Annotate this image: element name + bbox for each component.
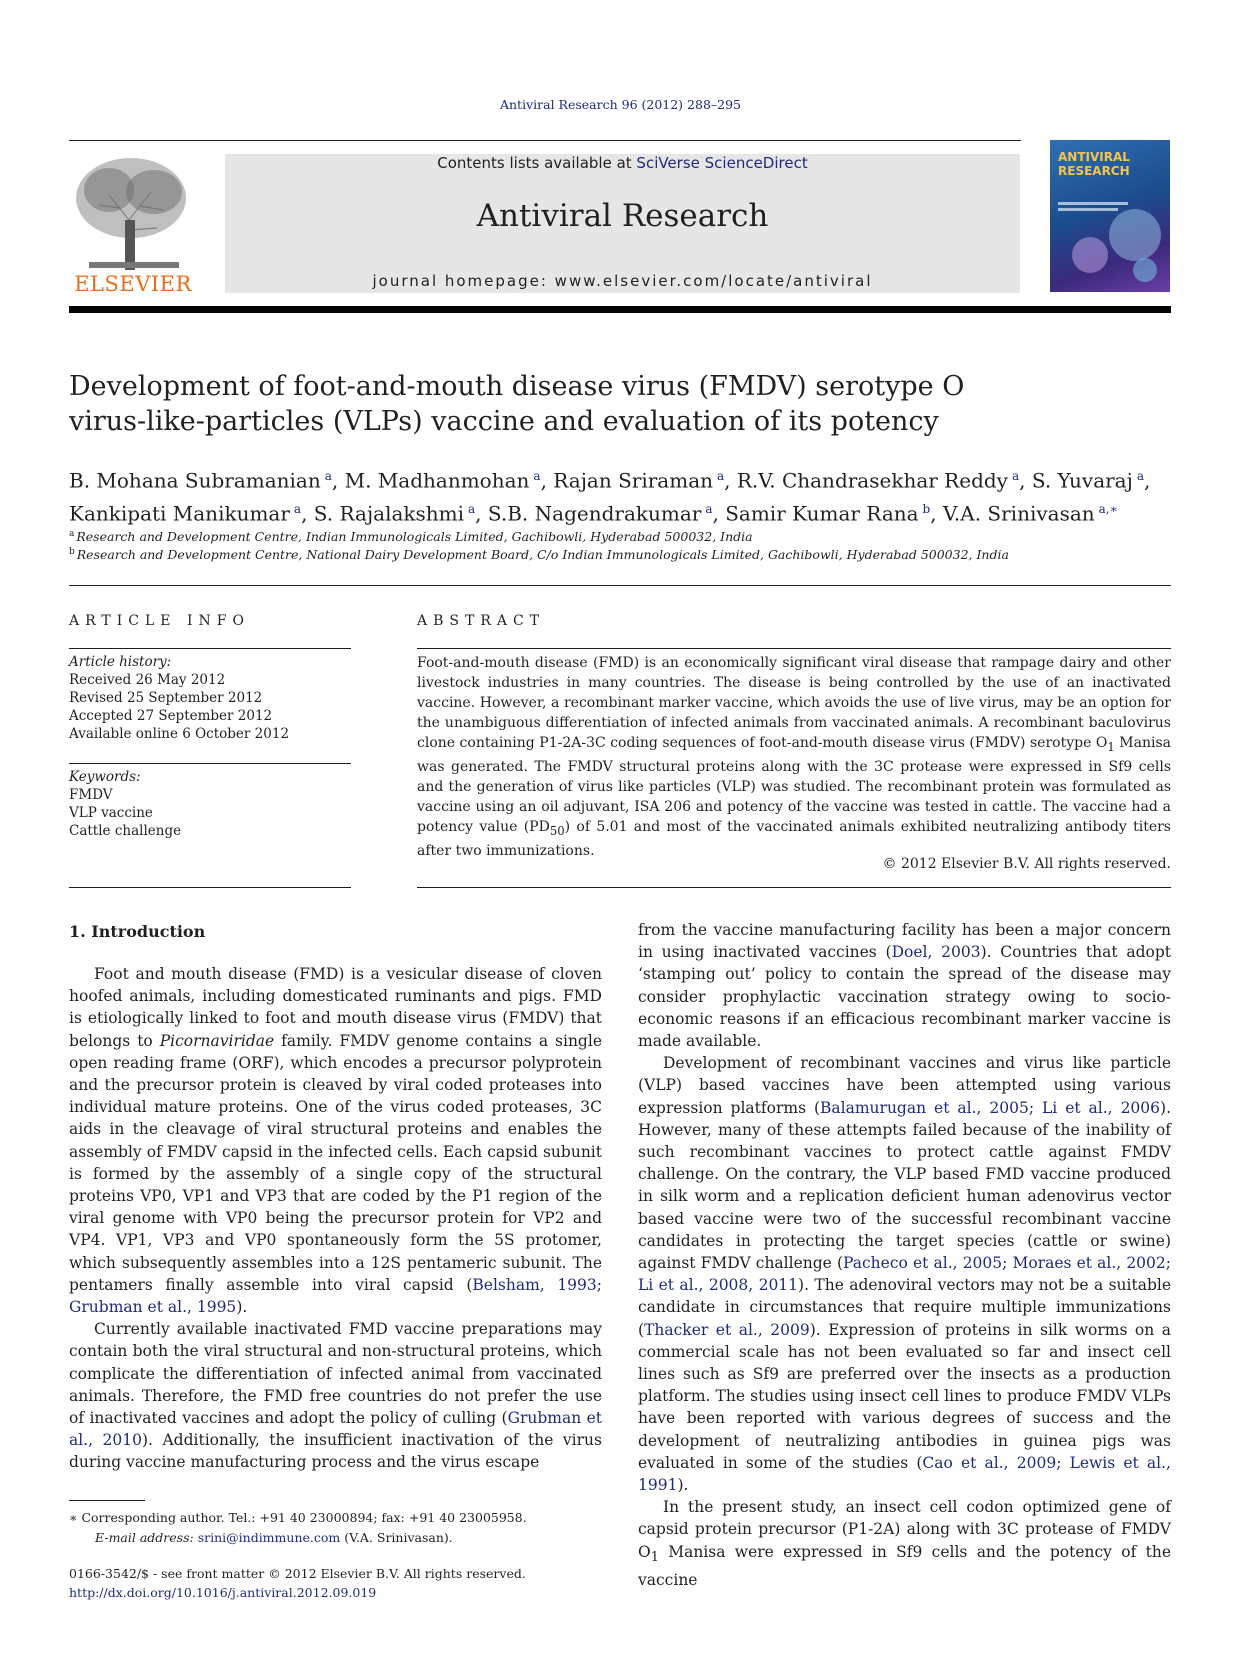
divider-rule: [69, 763, 351, 764]
journal-name: Antiviral Research: [476, 198, 769, 234]
author-list: B. Mohana Subramanian $^a$, M. Madhanmohan $^a$, Rajan Sriraman $^a$, R.V. Chandrasekhar Reddy $^a$, S. Yuvaraj $^a$, Kankipati Manikumar $^a$, S. Rajalakshmi $^a$, S.B. Nagendrakumar $^a$, Samir Kumar Rana $^b$, V.A. Srinivasan $^{a,∗}$: [69, 468, 1151, 526]
affiliation-mark[interactable]: a,∗: [1098, 501, 1118, 516]
corresponding-author: ∗ Corresponding author. Tel.: +91 40 23000894; fax: +91 40 23005958.: [69, 1510, 527, 1525]
section-heading: 1. Introduction: [69, 922, 206, 941]
text: In the present study, an insect cell codon optimized gene of capsid protein precursor (P1-2A) along with 3C protease of FMDV O: [638, 1498, 1171, 1561]
body-column-left: [69, 963, 602, 1474]
author: B. Mohana Subramanian: [69, 468, 321, 493]
author: Rajan Sriraman: [553, 468, 713, 493]
text: ).: [677, 1476, 689, 1495]
article-info-heading: ARTICLE INFO: [69, 613, 250, 629]
article-title: [69, 369, 1171, 439]
citation-link[interactable]: Balamurugan et al., 2005; Li et al., 2006: [820, 1098, 1161, 1117]
italic-text: Picornaviridae: [159, 1031, 275, 1050]
elsevier-wordmark: ELSEVIER: [74, 272, 192, 296]
body-column-right: [638, 919, 1171, 1591]
abstract-heading: ABSTRACT: [417, 613, 546, 629]
keywords: [69, 768, 351, 840]
text: ). Countries that adopt ‘stamping out’ policy to contain the spread of the disease may consider prophylactic vaccination strategy owing to socio-economic reasons if an efficacious recombinant marker vaccine is made available.: [638, 943, 1171, 1051]
text: ). However, many of these attempts failed because of the inability of such recombinant vaccines to protect cattle against FMDV challenge. On the contrary, the VLP based FMD vaccine produced in silk worm and a replication deficient human adenovirus vector based vaccine were two of the successful recombinant vaccine candidates in protecting the target species (cattle or swine) against FMDV challenge (: [638, 1098, 1171, 1273]
email-label: E-mail address:: [95, 1530, 198, 1545]
article-title-line-2: virus-like-particles (VLPs) vaccine and evaluation of its potency: [69, 406, 939, 437]
affiliation-mark[interactable]: a: [324, 469, 332, 483]
author: S.B. Nagendrakumar: [487, 501, 702, 526]
text: family. FMDV genome contains a single open reading frame (ORF), which encodes a precursor polyprotein and the precursor protein is cleaved by viral coded proteases into individual mature proteins. One of the virus coded proteases, 3C aids in the cleavage of viral structural proteins and enables the assembly of FMDV capsid in the infected cells. Each capsid subunit is formed by the assembly of a single copy of the structural proteins VP0, VP1 and VP3 that are coded by the P1 region of the viral genome with VP0 being the precursor protein for VP2 and VP4. VP1, VP3 and VP0 spontaneously form the 5S protomer, which subsequently assembles into a 12S pentameric subunit. The pentamers finally assemble into viral capsid (: [69, 1031, 602, 1294]
keyword: VLP vaccine: [69, 805, 153, 821]
affiliation-mark[interactable]: a: [1136, 469, 1144, 483]
text: Development of recombinant vaccines and virus like particle (VLP) based vaccines have been attempted using various expression platforms (: [638, 1054, 1171, 1117]
corresponding-author-footnote: [69, 1508, 602, 1548]
history-label: Article history:: [69, 654, 172, 670]
citation-link[interactable]: Pacheco et al., 2005; Moraes et al., 2002; Li et al., 2008, 2011: [638, 1254, 1171, 1295]
article-title-line-1: Development of foot-and-mouth disease virus (FMDV) serotype O: [69, 371, 965, 402]
contents-available-line: [225, 154, 1020, 172]
affiliation-label: a: [69, 529, 75, 539]
online-date: Available online 6 October 2012: [69, 726, 290, 742]
footnote-rule: [69, 1500, 145, 1501]
citation-link[interactable]: Doel, 2003: [891, 943, 981, 962]
divider-rule: [417, 648, 1171, 649]
issn-line: 0166-3542/$ - see front matter © 2012 Elsevier B.V. All rights reserved.: [69, 1566, 526, 1581]
cover-title: ANTIVIRAL RESEARCH: [1058, 150, 1130, 178]
text: Foot and mouth disease (FMD) is a vesicular disease of cloven hoofed animals, including domesticated ruminants and pigs. FMD is etiologically linked to foot and mouth disease virus (FMDV) that belongs to: [69, 965, 602, 1050]
text: ). The adenoviral vectors may not be a suitable candidate in circumstances that require multiple immunizations (: [638, 1276, 1171, 1339]
abstract-text: [417, 653, 1171, 861]
affiliation-b: [69, 547, 1171, 562]
affiliation-text: Research and Development Centre, National Dairy Development Board, C/o Indian Immunologicals Limited, Gachibowli, Hyderabad 500032, India: [76, 547, 1009, 563]
citation-link[interactable]: Belsham, 1993; Grubman et al., 1995: [69, 1275, 602, 1317]
paragraph: [69, 963, 602, 1318]
divider-rule: [69, 585, 1171, 586]
affiliation-label: b: [69, 547, 75, 557]
received-date: Received 26 May 2012: [69, 672, 226, 688]
text: ). Expression of proteins in silk worms on a commercial scale has not been evaluated so far and insect cell lines such as Sf9 are preferred over the insects as a production platform. The studies using insect cell lines to produce FMDV VLPs have been reported with various degrees of success and the development of neutralizing antibodies in guinea pigs was evaluated in some of the studies (: [638, 1320, 1172, 1472]
subscript: 1: [650, 1549, 659, 1565]
email-suffix: (V.A. Srinivasan).: [340, 1530, 453, 1545]
email-line: [69, 1528, 602, 1548]
affiliation-mark[interactable]: a: [717, 469, 725, 483]
author: Samir Kumar Rana: [725, 501, 919, 526]
sciencedirect-link[interactable]: SciVerse ScienceDirect: [636, 154, 808, 172]
subscript: 50: [549, 823, 565, 838]
divider-rule: [417, 887, 1171, 888]
text: Manisa were expressed in Sf9 cells and the potency of the vaccine: [638, 1542, 1171, 1589]
front-matter: [69, 1564, 669, 1602]
email-link[interactable]: srini@indimmune.com: [197, 1530, 341, 1545]
abstract-part: ) of 5.01 and most of the vaccinated animals exhibited neutralizing antibody titers after two immunizations.: [417, 818, 1171, 859]
subscript: 1: [1107, 739, 1115, 754]
citation-link[interactable]: Thacker et al., 2009: [644, 1320, 810, 1339]
journal-homepage-link[interactable]: journal homepage: www.elsevier.com/locate/antiviral: [372, 272, 873, 290]
affiliation-mark[interactable]: a: [705, 501, 713, 516]
affiliation-mark[interactable]: a: [468, 501, 476, 516]
affiliation-mark[interactable]: a: [293, 501, 302, 516]
copyright-notice: © 2012 Elsevier B.V. All rights reserved.: [882, 856, 1171, 872]
article-history: [69, 653, 351, 743]
paragraph: [638, 1052, 1171, 1496]
header-thick-rule: [69, 306, 1171, 313]
affiliation-mark[interactable]: a: [1011, 469, 1020, 483]
doi-link[interactable]: http://dx.doi.org/10.1016/j.antiviral.2012.09.019: [69, 1585, 377, 1600]
text: ).: [236, 1298, 248, 1317]
keyword: Cattle challenge: [69, 823, 182, 839]
abstract-part: Manisa was generated. The FMDV structural proteins along with the 3C protease were expressed in Sf9 cells and the generation of virus like particles (VLP) was studied. The recombinant protein was formulated as vaccine using an oil adjuvant, ISA 206 and potency of the vaccine was tested in cattle. The vaccine had a potency value (PD: [417, 735, 1171, 835]
paragraph: [638, 1496, 1171, 1591]
author: S. Rajalakshmi: [313, 501, 465, 526]
revised-date: Revised 25 September 2012: [69, 690, 263, 706]
affiliation-mark[interactable]: a: [533, 469, 541, 483]
paragraph: [638, 919, 1171, 1052]
affiliation-text: Research and Development Centre, Indian Immunologicals Limited, Gachibowli, Hyderabad 500032, India: [76, 529, 753, 545]
keywords-label: Keywords:: [69, 769, 141, 785]
author: R.V. Chandrasekhar Reddy: [736, 468, 1008, 493]
keyword: FMDV: [69, 787, 113, 803]
accepted-date: Accepted 27 September 2012: [69, 708, 273, 724]
text: Currently available inactivated FMD vaccine preparations may contain both the viral structural and non-structural proteins, which complicate the differentiation of infected animal from vaccinated animals. Therefore, the FMD free countries do not prefer the use of inactivated vaccines and adopt the policy of culling (: [69, 1320, 602, 1428]
affiliation-a: [69, 529, 1171, 544]
author: V.A. Srinivasan: [942, 501, 1095, 526]
contents-prefix: Contents lists available at: [437, 154, 637, 172]
journal-reference[interactable]: Antiviral Research 96 (2012) 288–295: [499, 97, 741, 112]
citation-link[interactable]: Grubman et al., 2010: [69, 1409, 603, 1450]
text: ). Additionally, the insufficient inactivation of the virus during vaccine manufacturing process and the virus escape: [69, 1431, 602, 1472]
header-rule: [69, 140, 1021, 141]
author: S. Yuvaraj: [1031, 468, 1133, 493]
abstract-part: Foot-and-mouth disease (FMD) is an economically significant viral disease that rampage dairy and other livestock industries in many countries. The disease is being controlled by the use of an inactivated vaccine. However, a recombinant marker vaccine, which avoids the use of live virus, may be an option for the unambiguous differentiation of infected animals from vaccinated animals. A recombinant baculovirus clone containing P1-2A-3C coding sequences of foot-and-mouth disease virus (FMDV) serotype O: [417, 655, 1171, 751]
author: Kankipati Manikumar: [69, 501, 290, 526]
text: from the vaccine manufacturing facility has been a major concern in using inactivated vaccines (: [638, 921, 1171, 962]
divider-rule: [69, 887, 351, 888]
author: M. Madhanmohan: [344, 468, 530, 493]
divider-rule: [69, 648, 351, 649]
affiliation-mark[interactable]: b: [922, 501, 931, 516]
paragraph: [69, 1318, 602, 1473]
citation-link[interactable]: Cao et al., 2009; Lewis et al., 1991: [638, 1453, 1171, 1495]
